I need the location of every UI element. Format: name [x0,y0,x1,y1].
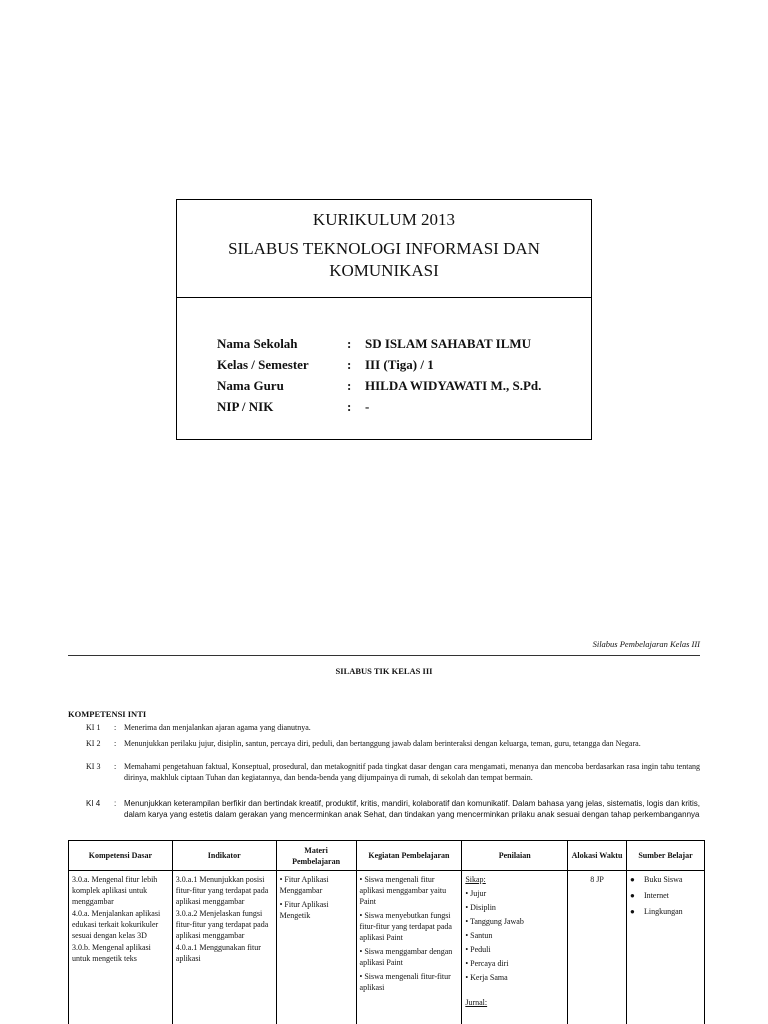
syllabus-table [68,840,705,1024]
penilaian-item: • Disiplin [465,903,496,912]
info-value: III (Tiga) / 1 [365,356,434,372]
sumber-text: Internet [644,891,669,900]
cover-title: KURIKULUM 2013 [312,210,456,229]
ki-label: KI 1 [86,723,101,732]
penilaian-item: • Tanggung Jawab [465,917,524,926]
info-value: SD ISLAM SAHABAT ILMU [365,335,532,351]
cover-box [176,199,592,440]
cell-sumber [627,871,705,1024]
penilaian-item: • Kerja Sama [465,973,508,982]
kd-item: 3.0.b. Mengenal aplikasi untuk mengetik teks [72,943,151,963]
bullet-icon: ● [630,875,635,884]
kegiatan-item: • Siswa menggambar dengan aplikasi Paint [359,947,453,967]
bullet-icon: ● [630,891,635,900]
kegiatan-item: • Siswa menyebutkan fungsi fitur-fitur yang terdapat pada aplikasi Paint [359,911,452,942]
ki-colon: : [114,799,117,808]
column-header: Kompetensi Dasar [69,841,173,871]
penilaian-item: • Peduli [465,945,491,954]
ki-colon: : [114,739,117,748]
penilaian-item: • Santun [465,931,493,940]
materi-item: • Fitur Aplikasi Mengetik [279,900,329,920]
materi-item: • Fitur Aplikasi Menggambar [279,875,329,895]
cell-materi [276,871,356,1024]
sumber-text: Lingkungan [644,907,683,916]
ki-heading: KOMPETENSI INTI [68,709,147,719]
info-colon: : [347,335,352,351]
ki-item [86,738,700,749]
info-label: NIP / NIK [217,398,274,414]
kd-item: 4.0.a. Menjalankan aplikasi edukasi terkait kokurikuler sesuai dengan kelas 3D [72,909,161,940]
table-header-row [69,841,705,871]
ki-label: KI 2 [86,739,101,748]
ki-item [86,761,700,783]
cell-penilaian [462,871,568,1024]
kegiatan-item: • Siswa mengenali fitur-fitur aplikasi [359,972,451,992]
indikator-item: 4.0.a.1 Menggunakan fitur aplikasi [175,943,261,963]
ki-label: KI 4 [86,799,101,808]
cell-indikator [172,871,276,1024]
cell-alokasi: 8 JP [568,871,627,1024]
info-row-class [217,354,557,375]
kd-item: 3.0.a. Mengenal fitur lebih komplek aplikasi untuk menggambar [72,875,158,906]
penilaian-jurnal-label: Jurnal: [465,998,488,1007]
school-info [217,333,557,417]
cell-kompetensi-dasar [69,871,173,1024]
info-colon: : [347,377,352,393]
penilaian-item: • Jujur [465,889,487,898]
bullet-icon: ● [630,907,635,916]
ki-colon: : [114,723,117,732]
indikator-item: 3.0.a.1 Menunjukkan posisi fitur-fitur yang terdapat pada aplikasi menggambar [175,875,269,906]
cover-header [177,200,591,298]
ki-text: Menerima dan menjalankan ajaran agama yang dianutnya. [124,723,311,732]
column-header: Indikator [172,841,276,871]
info-value: HILDA WIDYAWATI M., S.Pd. [365,377,542,393]
info-row-nip [217,396,557,417]
column-header: Sumber Belajar [627,841,705,871]
info-label: Kelas / Semester [217,356,309,372]
info-row-school [217,333,557,354]
info-colon: : [347,356,352,372]
ki-text: Memahami pengetahuan faktual, Konseptual, prosedural, dan metakognitif pada tingkat dasar dengan cara mengamati, menanya dan mencoba berdasarkan rasa ingin tahu tentang dirinya, makhluk ciptaan Tuhan dan kegiatannya, dan benda-benda yang dijumpainya di rumah, di sekolah dan tempat bermain. [124,762,700,782]
ki-label: KI 3 [86,762,101,771]
penilaian-sikap-label: Sikap: [465,875,486,884]
running-header: Silabus Pembelajaran Kelas III [592,639,700,649]
table-row [69,871,705,1024]
column-header: Kegiatan Pembelajaran [356,841,462,871]
penilaian-item: • Percaya diri [465,959,509,968]
kegiatan-item: • Siswa mengenali fitur aplikasi menggambar yaitu Paint [359,875,447,906]
sumber-item [630,874,701,885]
column-header: Alokasi Waktu [568,841,627,871]
ki-item [86,798,700,820]
ki-item [86,722,700,733]
sumber-item [630,890,701,901]
sumber-list [630,874,701,917]
ki-colon: : [114,762,117,771]
info-label: Nama Guru [217,377,284,393]
indikator-item: 3.0.a.2 Menjelaskan fungsi fitur-fitur yang terdapat pada aplikasi menggambar [175,909,269,940]
info-colon: : [347,398,352,414]
column-header: Penilaian [462,841,568,871]
info-label: Nama Sekolah [217,335,298,351]
column-header: Materi Pembelajaran [276,841,356,871]
ki-text: Menunjukkan keterampilan berfikir dan bertindak kreatif, produktif, kritis, mandiri, kolaboratif dan komunikatif. Dalam bahasa yang jelas, sistematis, logis dan kritis, dalam karya yang estetis dalam gerakan yang mencerminkan anak Sehat, dan tindakan yang mencerminkan prilaku anak sesuai dengan tahap perkembangannya [124,799,700,819]
cell-kegiatan [356,871,462,1024]
sumber-text: Buku Siswa [644,875,683,884]
header-divider [68,655,700,656]
cover-subtitle: SILABUS TEKNOLOGI INFORMASI DAN KOMUNIKASI [228,239,540,280]
document-title: SILABUS TIK KELAS III [335,666,433,676]
info-value: - [365,398,370,414]
ki-text: Menunjukkan perilaku jujur, disiplin, santun, percaya diri, peduli, dan bertanggung jawab dalam berinteraksi dengan keluarga, teman, guru, tetangga dan Negara. [124,739,641,748]
sumber-item [630,906,701,917]
info-row-teacher [217,375,557,396]
